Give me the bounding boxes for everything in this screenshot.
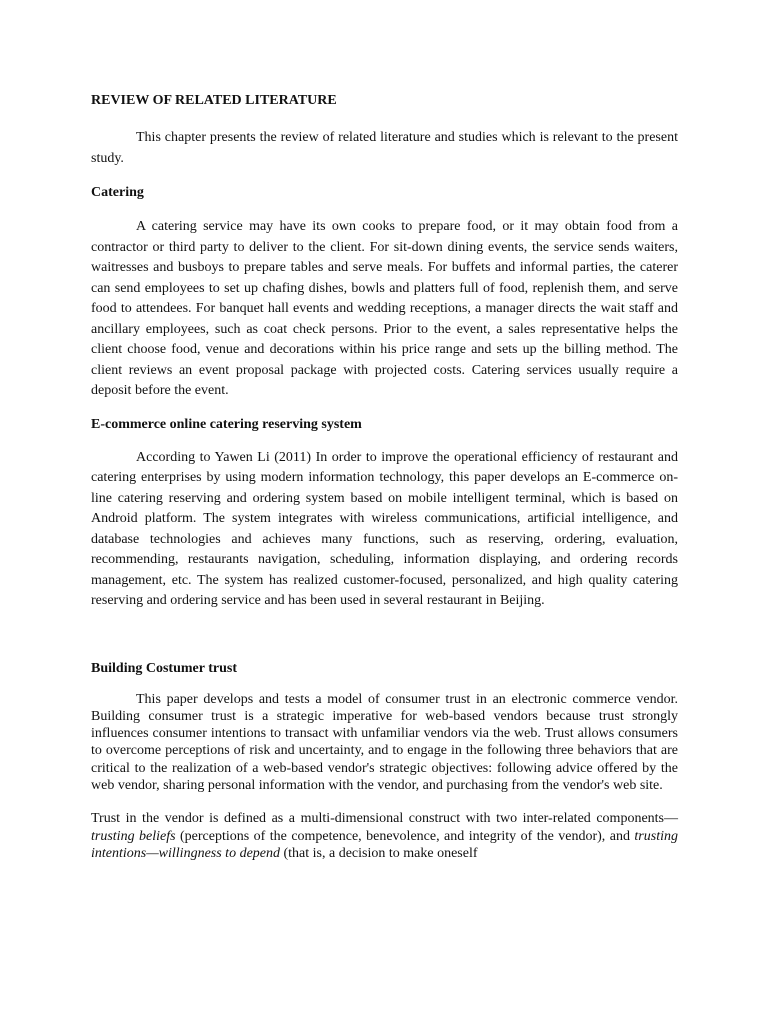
document-page [91,91,678,862]
section-body-trust: This paper develops and tests a model of consumer trust in an electronic commerce vendor. Building consumer trust is a strategic imperative for web-based vendors because trust strongly influences consumer intentions to transact with unfamiliar vendors via the web. Trust allows consumers to overcome perceptions of risk and uncertainty, and to engage in the following three behaviors that are critical to the realization of a web-based vendor's strategic objectives: following advice offered by the web vendor, sharing personal information with the vendor, and purchasing from the vendor's web site. [91,691,678,793]
trust-definition-paragraph [91,810,678,862]
trust-text-2: (perceptions of the competence, benevolence, and integrity of the vendor), and [175,828,635,844]
trust-text-3: (that is, a decision to make oneself [280,845,478,861]
trust-italic-2: trusting intentions—willingness to depend [91,828,678,861]
section-heading-catering: Catering [91,185,144,200]
section-heading-trust: Building Costumer trust [91,660,237,676]
intro-paragraph: This chapter presents the review of related literature and studies which is relevant to the present study. [91,130,678,166]
trust-italic-1: trusting beliefs [91,828,176,844]
trust-text-1: Trust in the vendor is defined as a multi-dimensional construct with two inter-related components— [91,811,678,827]
document-title: REVIEW OF RELATED LITERATURE [91,93,337,108]
section-body-catering: A catering service may have its own cooks to prepare food, or it may obtain food from a contractor or third party to deliver to the client. For sit-down dining events, the service sends waiters, waitresses and busboys to prepare tables and serve meals. For buffets and informal parties, the caterer can send employees to set up chafing dishes, bowls and platters full of food, replenish them, and serve food to attendees. For banquet hall events and wedding receptions, a manager directs the wait staff and ancillary employees, such as coat check persons. Prior to the event, a sales representative helps the client choose food, venue and decorations within his price range and sets up the billing method. The client reviews an event proposal package with projected costs. Catering services usually require a deposit before the event. [91,219,678,398]
section-body-ecommerce: According to Yawen Li (2011) In order to improve the operational efficiency of restaurant and catering enterprises by using modern information technology, this paper develops an E-commerce on-line catering reserving and ordering system based on mobile intelligent terminal, which is based on Android platform. The system integrates with wireless communications, artificial intelligence, and database technologies and achieves many functions, such as reserving, ordering, evaluation, recommending, restaurants navigation, scheduling, information displaying, and ordering records management, etc. The system has realized customer-focused, personalized, and high quality catering reserving and ordering service and has been used in several restaurant in Beijing. [91,449,678,608]
section-heading-ecommerce: E-commerce online catering reserving system [91,416,362,432]
